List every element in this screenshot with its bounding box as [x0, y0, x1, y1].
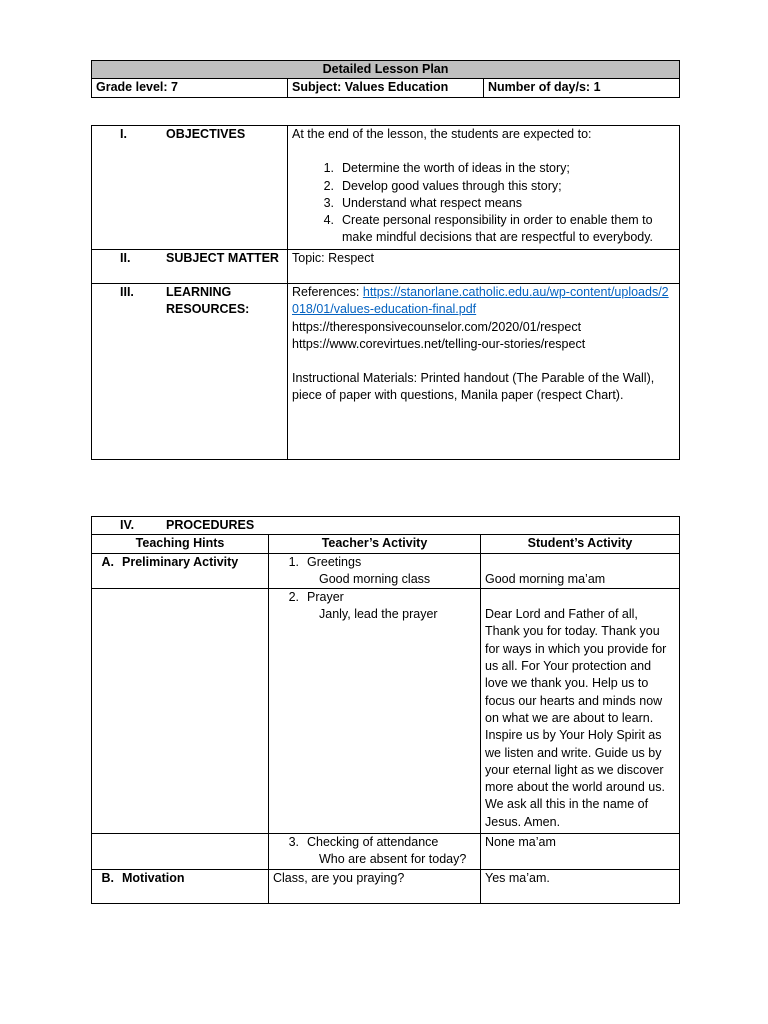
- objectives-intro: At the end of the lesson, the students are expected to:: [292, 127, 592, 141]
- col-student-activity: Student’s Activity: [481, 535, 680, 553]
- hint-cell: [92, 589, 269, 834]
- grade-level: Grade level: 7: [92, 79, 288, 97]
- objectives-list: [292, 160, 675, 246]
- teacher-cell: 2. Prayer Janly, lead the prayer: [269, 589, 481, 834]
- subject: Subject: Values Education: [288, 79, 484, 97]
- table-row: [92, 869, 680, 903]
- table-row: [92, 589, 680, 834]
- objectives-heading: I. OBJECTIVES: [92, 126, 288, 250]
- instructional-materials: Instructional Materials: Printed handout (The Parable of the Wall), piece of paper with questions, Manila paper (respect Chart).: [292, 371, 655, 403]
- teacher-cell: Class, are you praying?: [269, 869, 481, 903]
- teacher-cell: 1. Greetings Good morning class: [269, 553, 481, 589]
- learning-resources-content: [288, 284, 680, 460]
- col-teacher-activity: Teacher’s Activity: [269, 535, 481, 553]
- table-row: [92, 834, 680, 870]
- student-cell: Dear Lord and Father of all, Thank you for today. Thank you for ways in which you provide for us all. For Your protection and love we thank you. Help us to focus our hearts and minds now on what we are about to learn. Inspire us by Your Holy Spirit as we listen and write. Guide us by your eternal light as we discover more about the world around us. We ask all this in the name of Jesus. Amen.: [481, 589, 680, 834]
- list-item: 1. Determine the worth of ideas in the story;: [323, 161, 570, 176]
- list-item: 3. Understand what respect means: [323, 195, 522, 210]
- reference-3: https://www.corevirtues.net/telling-our-stories/respect: [292, 336, 586, 351]
- teacher-cell: 3. Checking of attendance Who are absent for today?: [269, 834, 481, 870]
- topic: Topic: Respect: [288, 250, 680, 284]
- table-row: [92, 553, 680, 589]
- hint-cell: A. Preliminary Activity: [92, 553, 269, 589]
- procedures-heading: IV. PROCEDURES: [92, 517, 680, 535]
- hint-cell: B. Motivation: [92, 869, 269, 903]
- header-table: [91, 60, 680, 98]
- lesson-info-table: [91, 125, 680, 460]
- references: References: https://stanorlane.catholic.edu.au/wp-content/uploads/2018/01/values-education-final.pdf: [292, 285, 669, 317]
- hint-cell: [92, 834, 269, 870]
- document-title: Detailed Lesson Plan: [92, 61, 680, 79]
- col-teaching-hints: Teaching Hints: [92, 535, 269, 553]
- reference-2: https://theresponsivecounselor.com/2020/01/respect: [292, 319, 582, 334]
- number-of-days: Number of day/s: 1: [484, 79, 680, 97]
- learning-resources-heading: III. LEARNING RESOURCES:: [92, 284, 288, 460]
- student-cell: Yes ma’am.: [481, 869, 680, 903]
- list-item: 4. Create personal responsibility in order to enable them to make mindful decisions that are respectful to everybody.: [323, 213, 654, 245]
- student-cell: None ma’am: [481, 834, 680, 870]
- list-item: 2. Develop good values through this story;: [323, 178, 562, 193]
- objectives-content: [288, 126, 680, 250]
- procedures-table: [91, 516, 680, 904]
- subject-matter-heading: II. SUBJECT MATTER: [92, 250, 288, 284]
- reference-link[interactable]: https://stanorlane.catholic.edu.au/wp-content/uploads/2018/01/values-education-final.pdf: [292, 285, 669, 317]
- student-cell: Good morning ma’am: [481, 553, 680, 589]
